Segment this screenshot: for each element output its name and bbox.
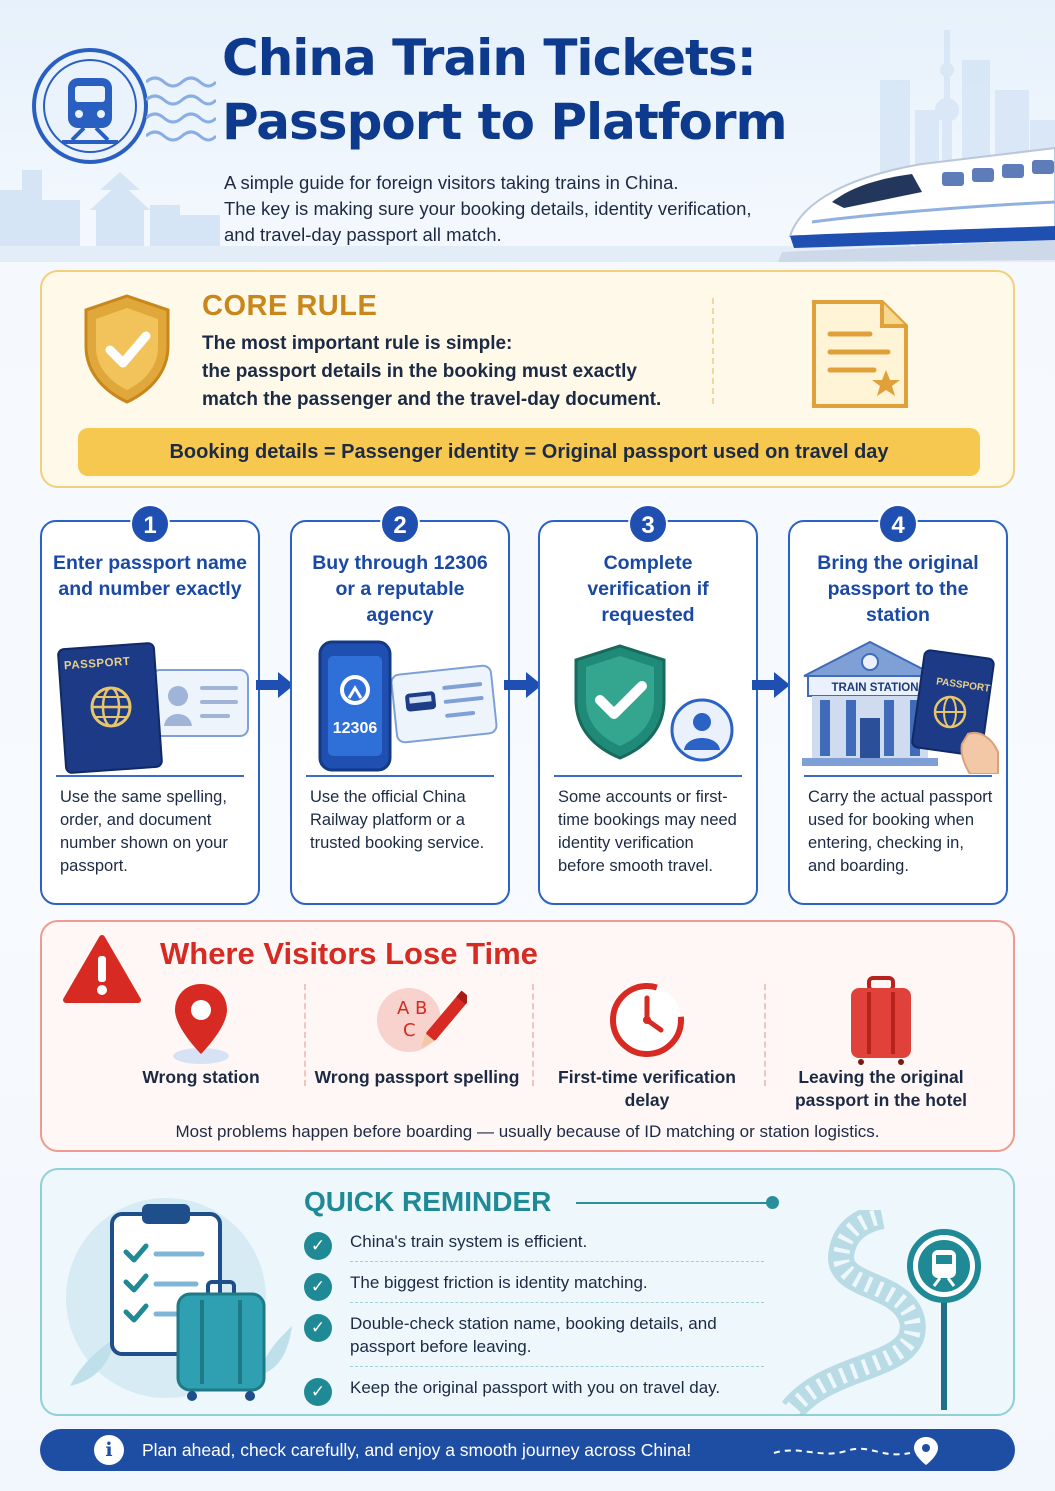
passport-id-card-icon (52, 634, 252, 774)
suitcase-icon (831, 976, 931, 1066)
subtitle-line-3: and travel-day passport all match. (224, 224, 502, 245)
lose-time-divider (304, 984, 306, 1086)
letter-a: A (397, 998, 410, 1019)
lose-time-heading: Where Visitors Lose Time (160, 936, 538, 971)
letter-b: B (415, 998, 428, 1019)
lose-time-footnote: Most problems happen before boarding — usually because of ID matching or station logistics. (175, 1122, 880, 1141)
step-title: Bring the original passport to the station (817, 552, 979, 626)
lose-time-divider (532, 984, 534, 1086)
footer-text: Plan ahead, check carefully, and enjoy a smooth journey across China! (142, 1440, 692, 1460)
footer-banner (40, 1429, 1015, 1471)
postmark-wave-lines (146, 70, 216, 142)
passport-cover-label: PASSPORT (935, 676, 991, 695)
step-divider (306, 775, 494, 777)
lose-time-label: Wrong station (142, 1067, 260, 1087)
check-circle-icon: ✓ (304, 1232, 332, 1260)
reminder-text: China's train system is efficient. (350, 1232, 588, 1251)
quick-reminder-heading: QUICK REMINDER (304, 1186, 552, 1217)
subtitle-line-2: The key is making sure your booking details, identity verification, (224, 198, 752, 219)
train-station-passport-icon (800, 634, 1000, 774)
train-stamp-icon (28, 44, 152, 168)
step-description: Some accounts or first-time bookings may need identity verification before smooth travel. (558, 788, 737, 875)
reminder-text: Double-check station name, booking details, and passport before leaving. (350, 1314, 717, 1356)
step-number-badge: 1 (130, 504, 170, 544)
lose-time-divider (764, 984, 766, 1086)
header (0, 0, 1055, 262)
step-title: Complete verification if requested (587, 552, 709, 626)
core-rule-divider (712, 298, 714, 404)
step-title: Enter passport name and number exactly (53, 552, 247, 600)
railway-track-sign-icon (772, 1210, 1015, 1416)
subtitle-line-1: A simple guide for foreign visitors taking trains in China. (224, 172, 679, 193)
page-title (222, 26, 862, 154)
lose-time-label: Wrong passport spelling (314, 1067, 520, 1087)
map-pin-icon (151, 976, 251, 1066)
check-circle-icon: ✓ (304, 1314, 332, 1342)
step-title: Buy through 12306 or a reputable agency (312, 552, 488, 626)
reminder-list (304, 1230, 764, 1399)
lose-time-item (776, 976, 986, 1116)
letter-c: C (403, 1020, 416, 1041)
step-card-4 (788, 512, 1008, 905)
lose-time-label: Leaving the original passport in the hotel (794, 1067, 968, 1110)
core-rule-text (202, 330, 722, 414)
shield-user-verification-icon (550, 634, 750, 774)
checklist-luggage-icon (56, 1186, 306, 1406)
title-line-2: Passport to Platform (222, 93, 787, 151)
reminder-text: The biggest friction is identity matching. (350, 1273, 648, 1292)
shield-check-icon (80, 292, 174, 406)
reminder-item (304, 1312, 764, 1358)
reminder-separator (350, 1366, 764, 1367)
app-name-label: 12306 (332, 720, 378, 737)
check-circle-icon: ✓ (304, 1378, 332, 1406)
core-rule-line-1: The most important rule is simple: (202, 333, 513, 354)
heading-rule (576, 1202, 772, 1204)
lose-time-item (312, 976, 522, 1116)
arrow-right-icon (750, 670, 792, 700)
step-number-badge: 4 (878, 504, 918, 544)
step-description: Carry the actual passport used for booking when entering, checking in, and boarding. (808, 788, 993, 875)
core-rule-line-2: the passport details in the booking must exactly (202, 361, 637, 382)
reminder-item (304, 1271, 764, 1294)
step-card-3 (538, 512, 758, 905)
step-card-1 (40, 512, 260, 905)
reminder-separator (350, 1302, 764, 1303)
reminder-item (304, 1230, 764, 1253)
step-divider (804, 775, 992, 777)
lose-time-item (96, 976, 306, 1116)
step-divider (56, 775, 244, 777)
page-subtitle (224, 170, 784, 248)
phone-ticket-icon (302, 634, 502, 774)
globe-icon (86, 682, 136, 732)
lose-time-item (542, 976, 752, 1116)
step-number-badge: 3 (628, 504, 668, 544)
step-description: Use the same spelling, order, and document number shown on your passport. (60, 788, 228, 875)
title-line-1: China Train Tickets: (222, 29, 756, 87)
core-rule-equation: Booking details = Passenger identity = Original passport used on travel day (78, 428, 980, 476)
station-sign-label: TRAIN STATION (831, 682, 919, 694)
passport-cover-label: PASSPORT (63, 655, 131, 673)
bullet-train-illustration (772, 140, 1055, 270)
step-card-2 (290, 512, 510, 905)
step-description: Use the official China Railway platform or a trusted booking service. (310, 788, 485, 852)
check-circle-icon: ✓ (304, 1273, 332, 1301)
lose-time-label: First-time verification delay (558, 1067, 736, 1110)
quick-reminder-panel (40, 1168, 1015, 1416)
heading-rule-dot (766, 1196, 779, 1209)
lose-time-panel (40, 920, 1015, 1152)
reminder-separator (350, 1261, 764, 1262)
clock-icon (597, 976, 697, 1066)
document-star-icon (808, 298, 912, 410)
step-number-badge: 2 (380, 504, 420, 544)
reminder-item (304, 1376, 764, 1399)
core-rule-panel (40, 270, 1015, 488)
step-divider (554, 775, 742, 777)
core-rule-line-3: match the passenger and the travel-day document. (202, 389, 662, 410)
abc-pencil-icon (367, 976, 467, 1066)
reminder-text: Keep the original passport with you on travel day. (350, 1378, 721, 1397)
core-rule-heading: CORE RULE (202, 290, 378, 322)
info-icon: i (94, 1435, 124, 1465)
dashed-route-pin-icon (730, 1433, 940, 1467)
